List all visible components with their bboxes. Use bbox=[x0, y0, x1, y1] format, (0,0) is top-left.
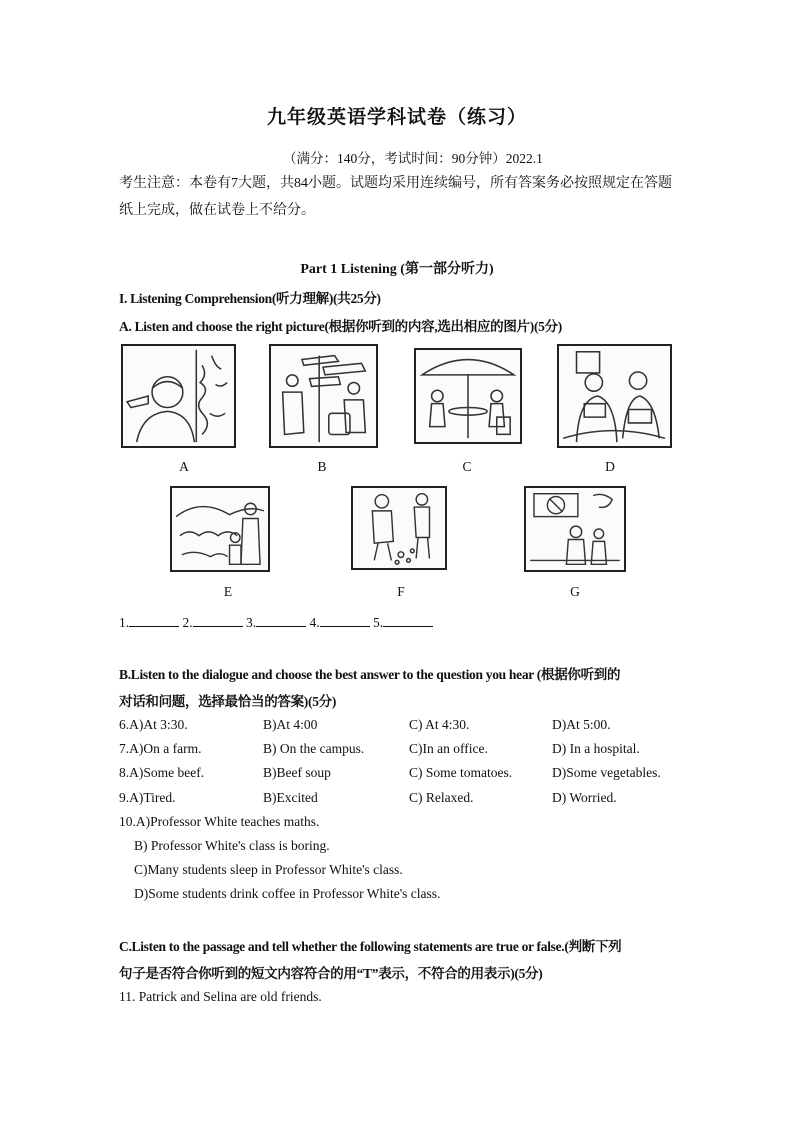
q10-option-a: 10.A)Professor White teaches maths. bbox=[119, 814, 320, 829]
picture-label: A bbox=[179, 459, 189, 474]
answer-blank[interactable] bbox=[320, 614, 370, 627]
picture-label: G bbox=[570, 584, 580, 599]
section-b-heading-cont: 对话和问题，选择最恰当的答案)(5分) bbox=[119, 694, 337, 709]
question-11: 11. Patrick and Selina are old friends. bbox=[119, 989, 322, 1004]
option-d: D)Some vegetables. bbox=[552, 765, 661, 780]
section-a-heading: A. Listen and choose the right picture(根据你听到的内容,选出相应的图片)(5分) bbox=[119, 319, 562, 334]
cafe-umbrella-picture bbox=[414, 348, 522, 444]
blank-number: 4. bbox=[309, 615, 320, 630]
no-smoking-sign-picture bbox=[524, 486, 626, 572]
park-family-picture bbox=[170, 486, 270, 572]
option-b: B) On the campus. bbox=[263, 741, 365, 756]
option-c: C)In an office. bbox=[409, 741, 488, 756]
temperature-check-picture bbox=[121, 344, 236, 448]
blank-number: 5. bbox=[373, 615, 384, 630]
option-b: B)Excited bbox=[263, 790, 318, 805]
part-heading: Part 1 Listening (第一部分听力) bbox=[300, 262, 494, 277]
picture-label: E bbox=[223, 584, 233, 599]
option-c: C) At 4:30. bbox=[409, 717, 470, 732]
option-a: 8.A)Some beef. bbox=[119, 765, 205, 780]
section-b-heading: B.Listen to the dialogue and choose the best answer to the question you hear (根据你听到的 bbox=[119, 667, 621, 682]
option-a: 9.A)Tired. bbox=[119, 790, 176, 805]
picking-litter-picture bbox=[351, 486, 447, 570]
option-d: D) Worried. bbox=[552, 790, 617, 805]
reading-picture bbox=[557, 344, 672, 448]
blank-number: 3. bbox=[246, 615, 257, 630]
section-c-heading: C.Listen to the passage and tell whether the following statements are true or false.(判断下列 bbox=[119, 939, 622, 954]
option-c: C) Relaxed. bbox=[409, 790, 474, 805]
section-c-heading-cont: 句子是否符合你听到的短文内容符合的用“T”表示，不符合的用表示)(5分) bbox=[119, 966, 543, 981]
answer-blank[interactable] bbox=[256, 614, 306, 627]
option-b: B)Beef soup bbox=[263, 765, 331, 780]
option-a: 6.A)At 3:30. bbox=[119, 717, 188, 732]
answer-blank[interactable] bbox=[383, 614, 433, 627]
picture-label: F bbox=[397, 584, 405, 599]
option-d: D) In a hospital. bbox=[552, 741, 640, 756]
answer-blanks-row bbox=[119, 614, 433, 631]
q10-option-b: B) Professor White's class is boring. bbox=[134, 838, 330, 853]
blank-number: 2. bbox=[182, 615, 193, 630]
blank-number: 1. bbox=[119, 615, 130, 630]
picture-label: B bbox=[317, 459, 327, 474]
exam-subtitle: （满分：140分，考试时间：90分钟）2022.1 bbox=[283, 151, 543, 166]
q10-option-d: D)Some students drink coffee in Professor White's class. bbox=[134, 886, 441, 901]
option-a: 7.A)On a farm. bbox=[119, 741, 202, 756]
option-c: C) Some tomatoes. bbox=[409, 765, 513, 780]
signpost-travel-picture bbox=[269, 344, 378, 448]
option-b: B)At 4:00 bbox=[263, 717, 318, 732]
exam-notice: 考生注意：本卷有7大题，共84小题。试题均采用连续编号，所有答案务必按照规定在答题纸上完成，做在试卷上不给分。 bbox=[119, 176, 672, 218]
option-d: D)At 5:00. bbox=[552, 717, 611, 732]
exam-title: 九年级英语学科试卷（练习） bbox=[266, 107, 527, 128]
answer-blank[interactable] bbox=[193, 614, 243, 627]
section-heading: I. Listening Comprehension(听力理解)(共25分) bbox=[119, 291, 381, 306]
picture-label: C bbox=[462, 459, 472, 474]
picture-label: D bbox=[605, 459, 615, 474]
q10-option-c: C)Many students sleep in Professor White's class. bbox=[134, 862, 403, 877]
answer-blank[interactable] bbox=[129, 614, 179, 627]
